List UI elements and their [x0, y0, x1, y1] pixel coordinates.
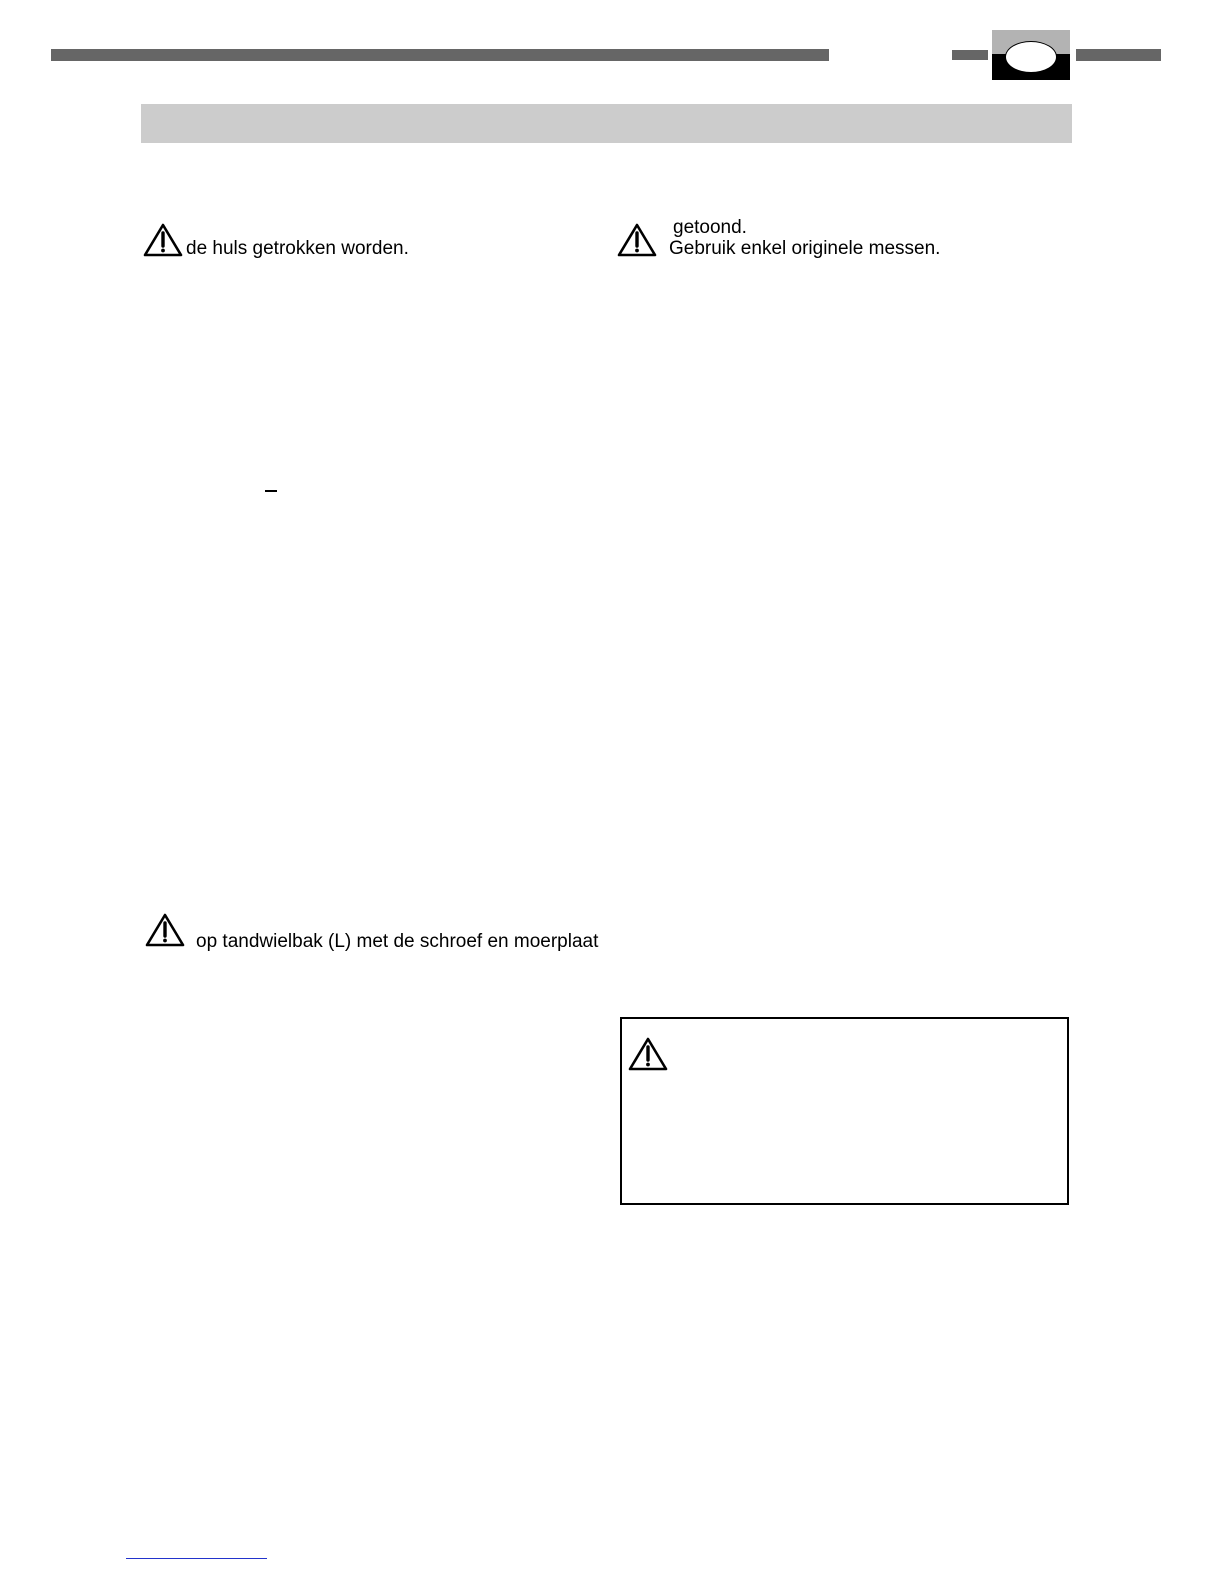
left-warning-1-text: de huls getrokken worden. [186, 238, 409, 259]
warning-triangle-icon [617, 223, 657, 257]
warning-triangle-icon [143, 223, 183, 257]
language-tab [992, 30, 1070, 80]
header-rule-left [51, 49, 829, 61]
left-warning-2-text: op tandwielbak (L) met de schroef en moerplaat [196, 931, 599, 952]
header-rule-right-short [952, 50, 988, 60]
right-warning-1-line-1: getoond. [673, 217, 747, 238]
section-title-band [141, 104, 1072, 143]
warning-triangle-icon [628, 1037, 668, 1071]
right-warning-1-line-2: Gebruik enkel originele messen. [669, 238, 941, 259]
language-oval [1005, 41, 1057, 73]
warning-triangle-icon [145, 913, 185, 947]
warning-box [620, 1017, 1069, 1205]
footer-link-underline[interactable] [126, 1558, 267, 1559]
header-rule-right [1076, 49, 1161, 61]
dash-mark [265, 490, 277, 492]
